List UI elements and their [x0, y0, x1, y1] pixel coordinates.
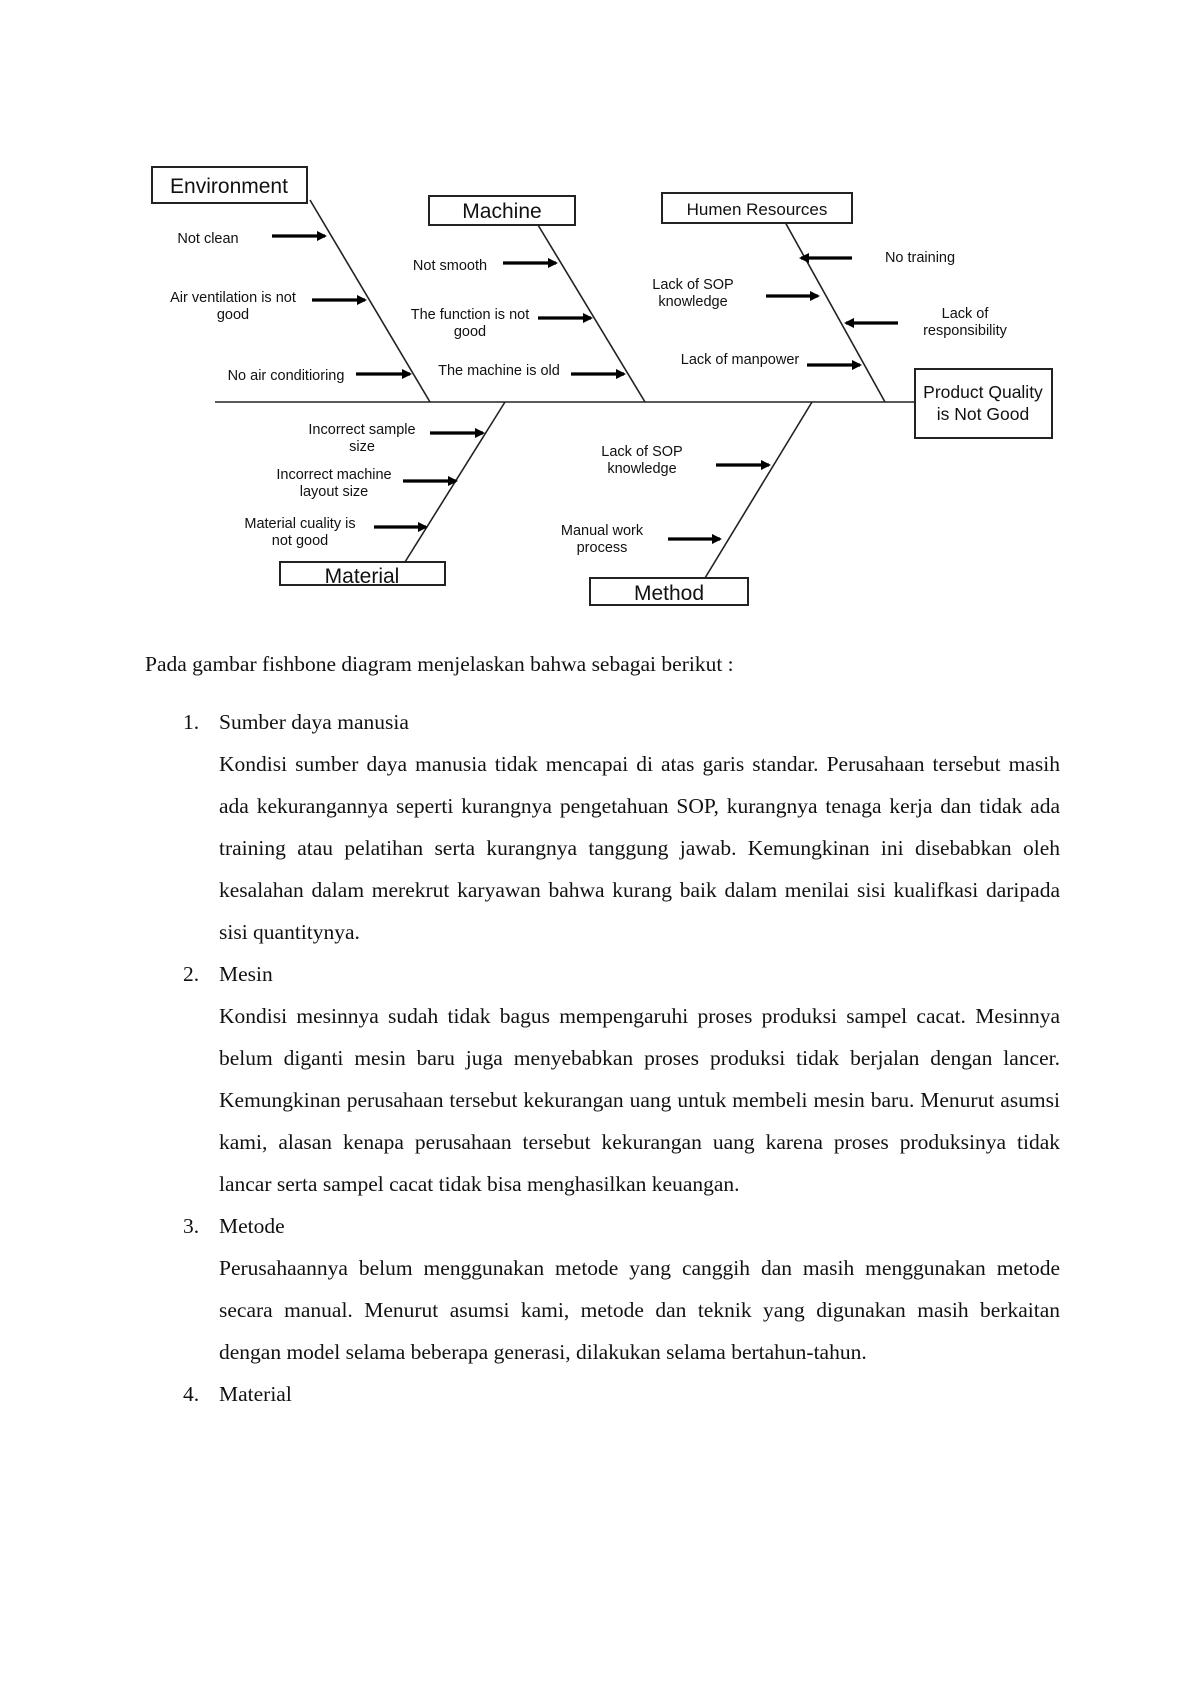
- svg-text:Not smooth: Not smooth: [412, 258, 488, 274]
- list-item-title: Sumber daya manusia: [219, 710, 409, 734]
- svg-text:The function is not: The function is not: [410, 307, 530, 323]
- svg-text:size: size: [349, 439, 375, 455]
- svg-text:Air ventilation is not: Air ventilation is not: [170, 290, 296, 306]
- svg-text:Lack of SOP: Lack of SOP: [652, 277, 734, 293]
- svg-text:Incorrect sample: Incorrect sample: [308, 422, 416, 438]
- list-item-title: Material: [219, 1382, 292, 1406]
- category-environment: [152, 167, 307, 203]
- svg-text:No training: No training: [884, 250, 956, 266]
- effect-line-2: is Not Good: [936, 404, 1030, 424]
- list-item-title: Metode: [219, 1214, 285, 1238]
- effect-box: [915, 369, 1052, 438]
- svg-text:knowledge: knowledge: [658, 294, 728, 310]
- cause-not-smooth: [413, 258, 556, 274]
- list-item: [145, 1373, 1060, 1415]
- list-item-body: Kondisi sumber daya manusia tidak mencapai di atas garis standar. Perusahaan tersebut masih ada kekurangannya seperti kurangnya pengetahuan SOP, kurangnya tenaga kerja dan tidak ada training atau pelatihan serta kurangnya tanggung jawab. Kemungkinan ini disebabkan oleh kesalahan dalam merekrut karyawan bahwa kurang baik dalam menilai sisi kualifkasi daripada sisi quantitynya.: [219, 752, 1060, 944]
- list-item-body: Kondisi mesinnya sudah tidak bagus mempengaruhi proses produksi sampel cacat. Mesinnya belum diganti mesin baru juga menyebabkan proses produksi tidak berjalan dengan lancer. Kemungkinan perusahaan tersebut kekurangan uang untuk membeli mesin baru. Menurut asumsi kami, alasan kenapa perusahaan tersebut kekurangan uang karena proses produksinya tidak lancar serta sampel cacat tidak bisa menghasilkan keuangan.: [219, 1004, 1060, 1196]
- list-item: [145, 953, 1060, 1205]
- svg-text:good: good: [216, 307, 250, 323]
- svg-text:Incorrect machine: Incorrect machine: [276, 467, 392, 483]
- cause-function-not-good: [411, 307, 591, 340]
- cause-lack-sop-knowledge-method: [601, 444, 769, 477]
- category-machine: [429, 196, 575, 225]
- cause-not-clean: [177, 231, 325, 247]
- cause-incorrect-machine-layout: [276, 467, 456, 500]
- list-number: 2.: [183, 962, 200, 986]
- document-body: [145, 643, 1060, 1415]
- cause-air-ventilation: [170, 290, 365, 323]
- svg-text:Lack of SOP: Lack of SOP: [601, 444, 683, 460]
- cause-lack-responsibility: [846, 306, 1008, 339]
- cause-manual-work-process: [561, 523, 720, 556]
- svg-text:Material: Material: [324, 565, 400, 588]
- method-bone: [705, 402, 812, 578]
- cause-material-quality: [244, 516, 426, 549]
- cause-incorrect-sample-size: [308, 422, 483, 455]
- svg-text:Machine: Machine: [462, 200, 542, 223]
- svg-text:Not clean: Not clean: [177, 231, 239, 247]
- intro-paragraph: Pada gambar fishbone diagram menjelaskan bahwa sebagai berikut :: [145, 652, 734, 676]
- svg-text:responsibility: responsibility: [923, 323, 1007, 339]
- list-item: [145, 1205, 1060, 1373]
- effect-line-1: Product Quality: [923, 382, 1043, 402]
- category-human-resources: [662, 193, 852, 223]
- list-item-body: Perusahaannya belum menggunakan metode yang canggih dan masih menggunakan metode secara manual. Menurut asumsi kami, metode dan teknik yang digunakan masih berkaitan dengan model selama beberapa generasi, dilakukan selama bertahun-tahun.: [219, 1256, 1060, 1364]
- svg-text:process: process: [576, 540, 628, 556]
- svg-text:good: good: [453, 324, 487, 340]
- svg-text:The machine is old: The machine is old: [438, 363, 560, 379]
- list-item: [145, 701, 1060, 953]
- list-number: 3.: [183, 1214, 200, 1238]
- svg-text:Lack of manpower: Lack of manpower: [680, 352, 800, 368]
- list-item-title: Mesin: [219, 962, 273, 986]
- category-material: [280, 562, 445, 588]
- cause-no-air-conditioning: [228, 368, 410, 384]
- human-resources-bone: [785, 222, 885, 402]
- svg-text:layout size: layout size: [299, 484, 369, 500]
- cause-lack-manpower: [681, 352, 860, 368]
- svg-text:No air conditioring: No air conditioring: [227, 368, 345, 384]
- cause-lack-sop-knowledge-hr: [652, 277, 818, 310]
- list-number: 1.: [183, 710, 200, 734]
- category-method: [590, 578, 748, 605]
- cause-machine-old: [438, 363, 624, 379]
- svg-text:not good: not good: [271, 533, 329, 549]
- svg-text:Method: Method: [633, 582, 705, 605]
- svg-text:Environment: Environment: [170, 175, 288, 198]
- fishbone-diagram: [0, 0, 1200, 640]
- svg-text:knowledge: knowledge: [607, 461, 677, 477]
- svg-text:Manual work: Manual work: [560, 523, 644, 539]
- list-number: 4.: [183, 1382, 200, 1406]
- svg-text:Material cuality is: Material cuality is: [244, 516, 356, 532]
- svg-text:Humen Resources: Humen Resources: [686, 200, 828, 219]
- svg-text:Lack of: Lack of: [941, 306, 989, 322]
- cause-no-training: [801, 250, 955, 266]
